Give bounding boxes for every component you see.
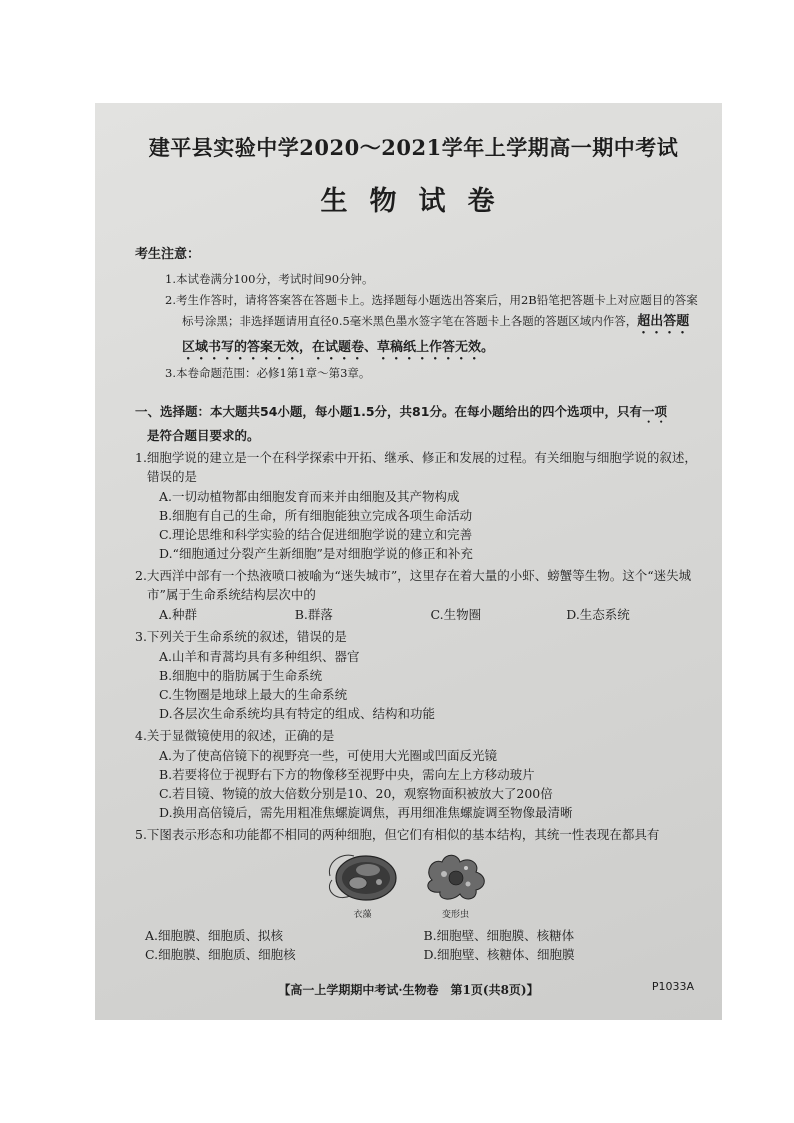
amoeba-illustration bbox=[422, 850, 490, 904]
options bbox=[159, 746, 702, 822]
figure-amoeba bbox=[422, 850, 490, 925]
option-b: B.群落 bbox=[294, 607, 333, 622]
exam-paper bbox=[95, 103, 722, 1020]
option-c: C.细胞膜、细胞质、细胞核 bbox=[145, 947, 296, 962]
option-b: B.细胞中的脂肪属于生命系统 bbox=[159, 668, 323, 683]
exam-title: 建平县实验中学2020～2021学年上学期高一期中考试 bbox=[148, 135, 679, 160]
chlamydomonas-illustration bbox=[324, 850, 402, 904]
option-c: C.生物圈 bbox=[430, 607, 482, 622]
question-5 bbox=[135, 825, 702, 964]
notice-heading: 考生注意： bbox=[135, 247, 201, 262]
option-d: D.生态系统 bbox=[566, 607, 630, 622]
option-c: C.生物圈是地球上最大的生命系统 bbox=[159, 687, 348, 702]
options bbox=[159, 605, 702, 624]
option-a: A.山羊和青蒿均具有多种组织、器官 bbox=[159, 649, 360, 664]
notice-list bbox=[135, 269, 702, 384]
section-emphasis: 一项 bbox=[641, 404, 667, 419]
question-text: 2.大西洋中部有一个热液喷口被喻为“迷失城市”，这里存在着大量的小虾、螃蟹等生物。这个“迷失城市”属于生命系统结构层次中的 bbox=[135, 568, 692, 602]
option-b: B.细胞壁、细胞膜、核糖体 bbox=[423, 928, 575, 943]
option-d: D.“细胞通过分裂产生新细胞”是对细胞学说的修正和补充 bbox=[159, 546, 473, 561]
option-d: D.细胞壁、核糖体、细胞膜 bbox=[423, 947, 575, 962]
option-d: D.各层次生命系统均具有特定的组成、结构和功能 bbox=[159, 706, 436, 721]
notice-item bbox=[165, 290, 702, 363]
options-row bbox=[145, 926, 702, 945]
paper-code: P1033A bbox=[651, 980, 694, 993]
notice-item: 1.本试卷满分100分，考试时间90分钟。 bbox=[165, 272, 374, 286]
option-c: C.理论思维和科学实验的结合促进细胞学说的建立和完善 bbox=[159, 527, 473, 542]
exam-subject-title: 生物试卷 bbox=[320, 186, 517, 217]
options bbox=[145, 926, 702, 964]
page-footer: 【高一上学期期中考试·生物卷 第1页(共8页)】 bbox=[278, 983, 539, 997]
figure-chlamydomonas bbox=[324, 850, 402, 925]
cell-figure bbox=[111, 850, 702, 925]
notice-emphasis: 超出答题区域书写的答案无效，在试题卷、草稿纸上作答无效。 bbox=[182, 314, 690, 355]
question-4 bbox=[135, 726, 702, 822]
option-b: B.若要将位于视野右下方的物像移至视野中央，需向左上方移动玻片 bbox=[159, 767, 535, 782]
option-a: A.为了使高倍镜下的视野亮一些，可使用大光圈或凹面反光镜 bbox=[159, 748, 498, 763]
question-text: 4.关于显微镜使用的叙述，正确的是 bbox=[135, 728, 335, 743]
notice-item-text: 2.考生作答时，请将答案答在答题卡上。选择题每小题选出答案后，用2B铅笔把答题卡上对应题目的答案标号涂黑；非选择题请用直径0.5毫米黑色墨水签字笔在答题卡上各题的答题区域内作答， bbox=[165, 293, 698, 328]
section-label: 一、选择题： bbox=[135, 404, 211, 419]
notice-item: 3.本卷命题范围：必修1第1章～第3章。 bbox=[165, 366, 371, 380]
options-row bbox=[145, 945, 702, 964]
figure-caption: 衣藻 bbox=[353, 910, 372, 920]
question-text: 5.下图表示形态和功能都不相同的两种细胞，但它们有相似的基本结构，其统一性表现在都具有 bbox=[135, 827, 660, 842]
figure-caption: 变形虫 bbox=[441, 910, 469, 920]
section-instructions-cont: 是符合题目要求的。 bbox=[147, 428, 260, 443]
question-text: 1.细胞学说的建立是一个在科学探索中开拓、继承、修正和发展的过程。有关细胞与细胞学说的叙述，错误的是 bbox=[135, 450, 697, 484]
question-1 bbox=[135, 448, 702, 563]
section-instructions: 本大题共54小题，每小题1.5分，共81分。在每小题给出的四个选项中，只有 bbox=[210, 404, 642, 419]
options bbox=[159, 647, 702, 723]
question-2 bbox=[135, 566, 702, 624]
question-3 bbox=[135, 627, 702, 723]
option-d: D.换用高倍镜后，需先用粗准焦螺旋调焦，再用细准焦螺旋调至物像最清晰 bbox=[159, 805, 573, 820]
options bbox=[159, 487, 702, 563]
question-text: 3.下列关于生命系统的叙述，错误的是 bbox=[135, 629, 347, 644]
option-a: A.细胞膜、细胞质、拟核 bbox=[145, 928, 284, 943]
option-b: B.细胞有自己的生命，所有细胞能独立完成各项生命活动 bbox=[159, 508, 473, 523]
section-heading bbox=[135, 402, 702, 445]
option-a: A.一切动植物都由细胞发育而来并由细胞及其产物构成 bbox=[159, 489, 460, 504]
option-c: C.若目镜、物镜的放大倍数分别是10、20，观察物面积被放大了200倍 bbox=[159, 786, 553, 801]
option-a: A.种群 bbox=[159, 607, 198, 622]
